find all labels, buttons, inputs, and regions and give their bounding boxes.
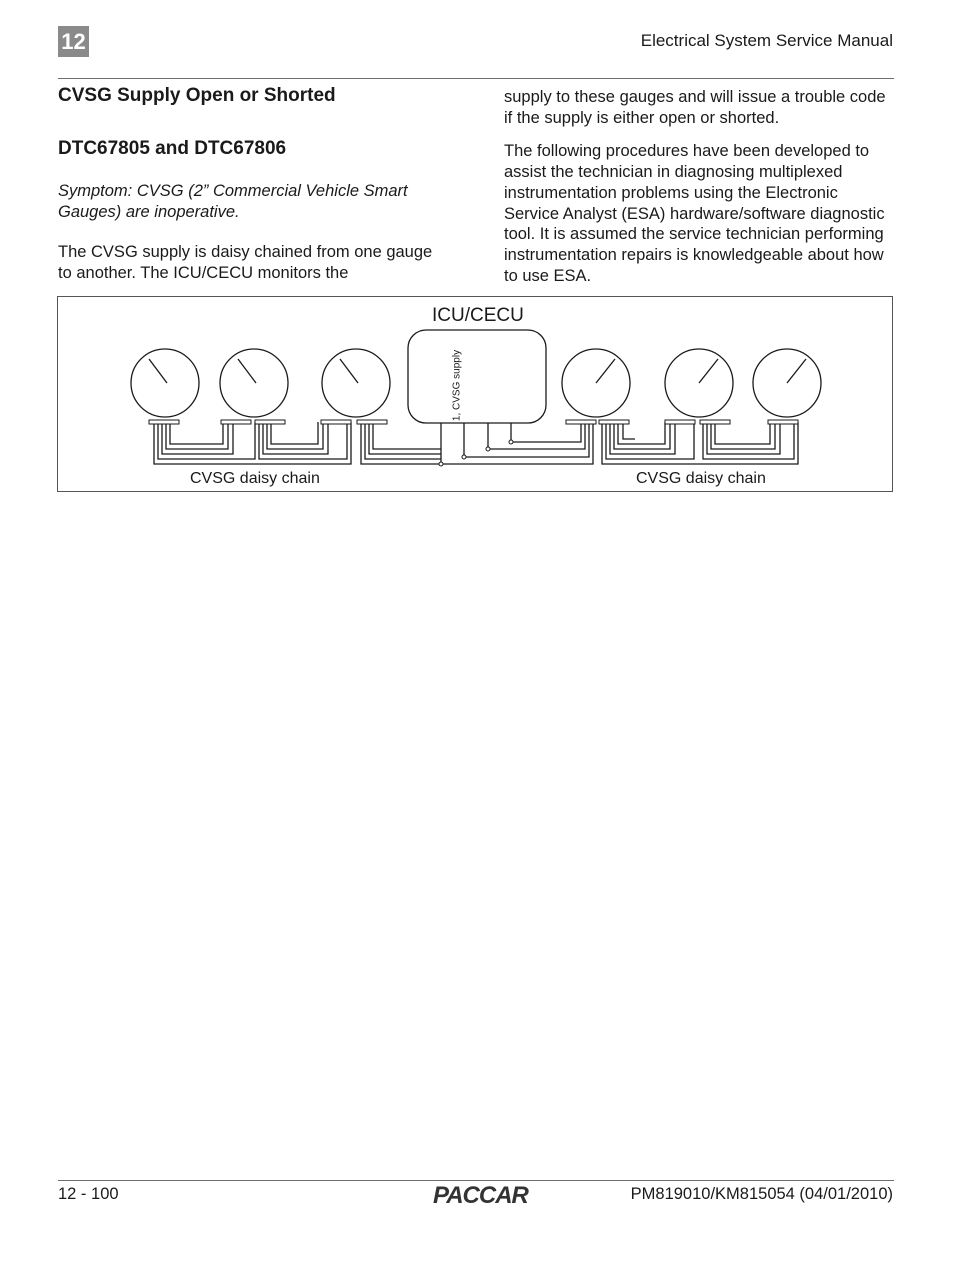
manual-title: Electrical System Service Manual [640, 31, 893, 50]
daisy-chain-label-left: CVSG daisy chain [190, 470, 320, 487]
gauge-1 [131, 349, 199, 417]
cvsg-diagram [57, 296, 893, 492]
gauge-6 [753, 349, 821, 417]
header-rule [58, 78, 894, 79]
cvsg-supply-label: 1, CVSG supply [451, 349, 463, 422]
ecu-box [408, 330, 546, 423]
dtc-title: DTC67805 and DTC67806 [58, 138, 287, 159]
section-title: CVSG Supply Open or Shorted [58, 85, 336, 106]
page-number: 12 - 100 [58, 1185, 119, 1203]
right-daisy-chain [602, 422, 798, 464]
left-daisy-chain [154, 422, 441, 464]
chapter-number: 12 [58, 26, 89, 57]
document-id: PM819010/KM815054 (04/01/2010) [630, 1185, 893, 1203]
daisy-chain-label-right: CVSG daisy chain [636, 470, 766, 487]
gauge-3 [322, 349, 390, 417]
symptom-text: Symptom: CVSG (2” Commercial Vehicle Smart Gauges) are inoperative. [58, 182, 408, 221]
intro-paragraph-start: The CVSG supply is daisy chained from one gauge to another. The ICU/CECU monitors the [58, 243, 433, 283]
right-column [504, 87, 896, 286]
gauge-4 [562, 349, 630, 417]
intro-paragraph-end: supply to these gauges and will issue a trouble code if the supply is either open or shorted. [504, 88, 886, 127]
ecu-label: ICU/CECU [432, 305, 524, 326]
gauge-5 [665, 349, 733, 417]
procedure-paragraph: The following procedures have been developed to assist the technician in diagnosing multiplexed instrumentation problems using the Electronic Service Analyst (ESA) hardware/software diagnostic tool. It is assumed the service technician performing instrumentation repairs is knowledgeable about how to use ESA. [504, 142, 885, 285]
left-column [58, 84, 448, 284]
gauge-2 [220, 349, 288, 417]
paccar-logo: PACCAR [433, 1182, 528, 1209]
footer-rule [58, 1180, 894, 1181]
